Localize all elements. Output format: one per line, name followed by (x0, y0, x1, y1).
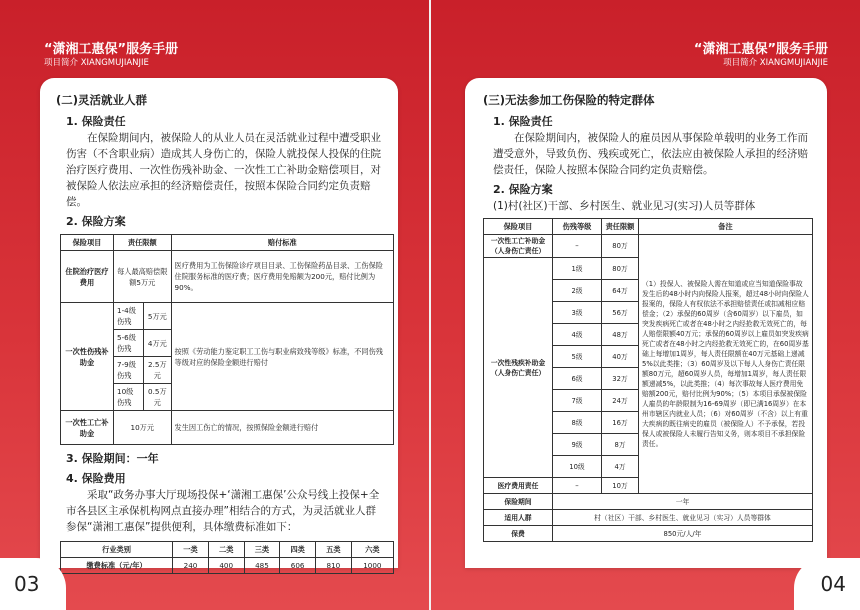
left-content-card (40, 78, 398, 568)
grade-label: 10级伤残 (114, 384, 144, 411)
period-value: 一年 (553, 494, 813, 510)
row-death-std: 发生因工伤亡的情况，按照保险金额进行赔付 (171, 411, 393, 445)
period-label: 保险期间 (484, 494, 553, 510)
s1-text: 在保险期间内，被保险人的从业人员在灵活就业过程中遭受职业伤害（不含职业病）造成其人身伤亡的，保险人就投保人投保的住院治疗医疗费用、一次性伤残补助金、一次性工亡补助金赔偿项目，对被保险人依法应承担的经济赔偿责任，按照本保险合同约定负责赔偿。 (66, 132, 381, 208)
premium-value: 1000 (351, 558, 393, 574)
grade: 8级 (553, 412, 602, 434)
group-plan-table (483, 218, 813, 542)
applicable-value: 村（社区）干部、乡村医生、就业见习（实习）人员等群体 (553, 510, 813, 526)
premium-value: 810 (316, 558, 352, 574)
grade: 10级 (553, 456, 602, 478)
death-grade: – (553, 235, 602, 258)
th-class: 五类 (316, 542, 352, 558)
grade-label: 7-9级伤残 (114, 357, 144, 384)
premium-table (60, 541, 394, 574)
grade-amount: 5万元 (144, 303, 171, 330)
s3-title: 3. 保险期间：一年 (66, 452, 159, 465)
header-title: “潇湘工惠保”服务手册 (693, 42, 828, 57)
grade-limit: 56万 (602, 302, 639, 324)
row-medical-limit: 每人最高赔偿限额5万元 (114, 251, 172, 303)
grade-amount: 2.5万元 (144, 357, 171, 384)
premium-label: 保费 (484, 526, 553, 542)
note-cell: （1）投保人、被保险人需在知道或应当知道保险事故发生后的48小时内向保险人报案，超过48小时向保险人报案的，保险人有权依法不承担赔偿责任或扣减相应赔偿金；（2）承保的60周岁（含60周岁）以下雇员，如突发疾病死亡或者在48小时之内经抢救无效死亡的，每人赔偿限额40万元；承保的60周岁以上雇员如突发疾病死亡或者在48小时之内经抢救无效死亡的，在60周岁基础上每增加1周岁，每人责任限额在40万元基础上递减5%以此类推；（3）60周岁及以下每人人身伤亡责任限额80万元，超60周岁人员，每增加1周岁，每人责任限额递减5%，以此类推；（4）每次事故每人医疗费用免赔额200元，赔付比例为90%；（5）本项目承保被保险人雇员的年龄限制为16-69周岁（即已满16周岁）在本州市辖区内就业人员；（6）对60周岁（不含）以上有重大疾病的既往病史的雇员（被保险人）不予承保，若投保人或被保险人未履行告知义务，则本项目不承担保险责任。 (639, 235, 813, 494)
grade-limit: 48万 (602, 324, 639, 346)
th-limit: 责任限额 (602, 219, 639, 235)
row-death-item: 一次性工亡补助金 (61, 411, 114, 445)
grade-limit: 64万 (602, 280, 639, 302)
death-limit: 80万 (602, 235, 639, 258)
grade: 7级 (553, 390, 602, 412)
grade: 3级 (553, 302, 602, 324)
grade-limit: 4万 (602, 456, 639, 478)
th-class: 四类 (280, 542, 316, 558)
grade: 6级 (553, 368, 602, 390)
page-number: 03 (14, 572, 40, 596)
s4-title: 4. 保险费用 (66, 472, 126, 485)
s4-text: 采取“政务办事大厅现场投保+‘潇湘工惠保’公众号线上投保+全市各县区主承保机构网点直接办理”相结合的方式，为灵活就业人群参保“潇湘工惠保”提供便利，具体缴费标准如下： (66, 489, 380, 533)
premium-value: 400 (208, 558, 244, 574)
s2-title: 2. 保险方案 (66, 215, 126, 228)
section-title: (三)无法参加工伤保险的特定群体 (483, 93, 655, 107)
page-number: 04 (820, 572, 846, 596)
s2-title: 2. 保险方案 (493, 183, 553, 196)
row-death-limit: 10万元 (114, 411, 172, 445)
grade-amount: 0.5万元 (144, 384, 171, 411)
grade-limit: 40万 (602, 346, 639, 368)
th-note: 备注 (639, 219, 813, 235)
grade-limit: 24万 (602, 390, 639, 412)
premium-value: 850元/人/年 (553, 526, 813, 542)
medical-limit: 10万 (602, 478, 639, 494)
th-limit: 责任限额 (114, 235, 172, 251)
s2-subtitle: (1)村(社区)干部、乡村医生、就业见习(实习)人员等群体 (493, 200, 756, 212)
insurance-plan-table (60, 234, 394, 445)
grade-limit: 16万 (602, 412, 639, 434)
grade: 1级 (553, 258, 602, 280)
disability-item: 一次性残疾补助金（人身伤亡责任） (484, 258, 553, 478)
th-standard: 赔付标准 (171, 235, 393, 251)
row-disability-item: 一次性伤残补助金 (61, 303, 114, 411)
premium-value: 606 (280, 558, 316, 574)
right-content-card (465, 78, 827, 568)
row-label: 缴费标准（元/年） (61, 558, 173, 574)
th-category: 行业类别 (61, 542, 173, 558)
grade: 2级 (553, 280, 602, 302)
header-subtitle: 项目简介 XIANGMUJIANJIE (723, 58, 828, 68)
premium-value: 240 (173, 558, 209, 574)
s1-text: 在保险期间内，被保险人的雇员因从事保险单载明的业务工作而遭受意外，导致负伤、残疾或死亡，依法应由被保险人承担的经济赔偿责任，保险人按照本保险合同约定负责赔偿。 (493, 132, 808, 176)
grade-limit: 8万 (602, 434, 639, 456)
grade: 4级 (553, 324, 602, 346)
th-item: 保险项目 (61, 235, 114, 251)
right-page (431, 0, 860, 610)
medical-item: 医疗费用责任 (484, 478, 553, 494)
grade: 9级 (553, 434, 602, 456)
header-subtitle: 项目简介 XIANGMUJIANJIE (44, 58, 149, 68)
applicable-label: 适用人群 (484, 510, 553, 526)
th-class: 三类 (244, 542, 280, 558)
death-item: 一次性工亡补助金（人身伤亡责任） (484, 235, 553, 258)
row-disability-std: 按照《劳动能力鉴定职工工伤与职业病致残等级》标准，不同伤残等级对应的保险金额进行赔付 (171, 303, 393, 411)
grade-limit: 80万 (602, 258, 639, 280)
grade-amount: 4万元 (144, 330, 171, 357)
th-class: 一类 (173, 542, 209, 558)
premium-value: 485 (244, 558, 280, 574)
grade-limit: 32万 (602, 368, 639, 390)
th-grade: 伤残等级 (553, 219, 602, 235)
medical-grade: – (553, 478, 602, 494)
grade: 5级 (553, 346, 602, 368)
grade-label: 1-4级伤残 (114, 303, 144, 330)
header-title: “潇湘工惠保”服务手册 (44, 42, 179, 57)
s1-title: 1. 保险责任 (493, 115, 553, 128)
th-item: 保险项目 (484, 219, 553, 235)
row-medical-item: 住院治疗医疗费用 (61, 251, 114, 303)
th-class: 六类 (351, 542, 393, 558)
th-class: 二类 (208, 542, 244, 558)
row-medical-std: 医疗费用为工伤保险诊疗项目目录、工伤保险药品目录、工伤保险住院服务标准的医疗费；医疗费用免赔额为200元，赔付比例为90%。 (171, 251, 393, 303)
grade-label: 5-6级伤残 (114, 330, 144, 357)
section-title: (二)灵活就业人群 (56, 93, 148, 107)
s1-title: 1. 保险责任 (66, 115, 126, 128)
